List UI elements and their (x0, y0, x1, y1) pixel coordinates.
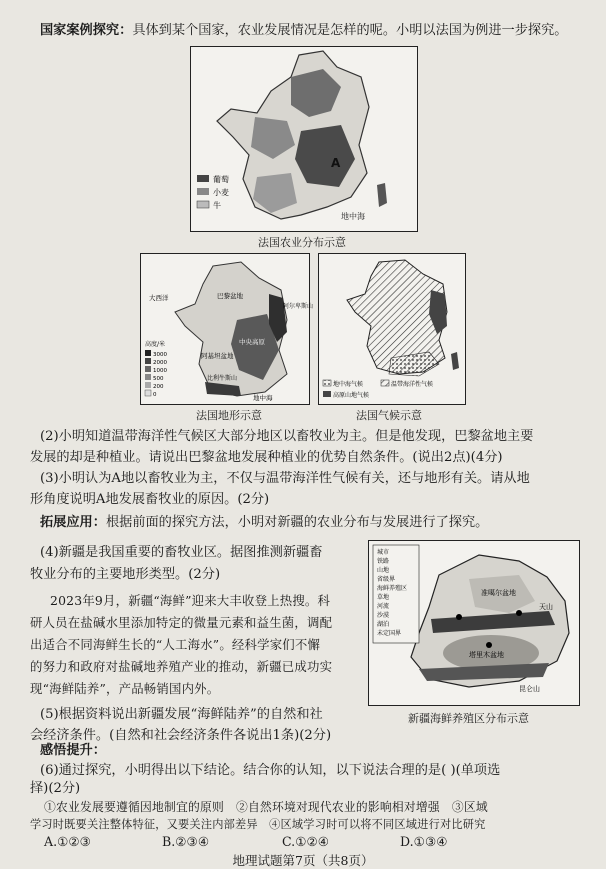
fig1-caption: 法国农业分布示意 (258, 236, 346, 249)
label-junggar: 准噶尔盆地 (481, 589, 516, 597)
legend-2000: 2000 (153, 360, 167, 366)
label-sea: 地中海 (341, 212, 365, 221)
q6-stmt1: ①农业发展要遵循因地制宜的原则 ②自然环境对现代农业的影响相对增强 ③区域 (44, 800, 488, 814)
q5-line1: (5)根据资料说出新疆发展“海鲜陆养”的自然和社 (40, 707, 323, 722)
legend-swatch-oceanic (381, 380, 389, 386)
q4-line1: (4)新疆是我国重要的畜牧业区。据图推测新疆畜 (40, 545, 323, 560)
legend-undefined-border: 未定国界 (377, 630, 402, 637)
material-line1: 2023年9月，新疆“海鲜”迎来大丰收登上热搜。科 (50, 593, 331, 608)
legend-swatch-500 (145, 374, 151, 380)
seafood-area-3 (486, 642, 492, 648)
material-line5: 现“海鲜陆养”，产品畅销国内外。 (30, 681, 220, 696)
fig3-caption: 法国气候示意 (356, 409, 422, 422)
legend-swatch-med (323, 380, 331, 386)
legend-1000: 1000 (153, 368, 167, 374)
legend-swatch-2000 (145, 358, 151, 364)
q3-line1: (3)小明认为A地以畜牧业为主，不仅与温带海洋性气候有关，还与地形有关。请从地 (40, 471, 530, 486)
option-a: A.①②③ (44, 834, 91, 849)
legend-500: 500 (153, 376, 164, 382)
legend-boundary: 省级界 (377, 576, 396, 583)
legend-swatch-cattle (197, 201, 209, 208)
france-agriculture-map (190, 46, 418, 232)
extension-line (40, 514, 582, 532)
legend-lake: 湖泊 (377, 621, 390, 628)
fig4-legend (373, 545, 419, 643)
legend-grassland: 草地 (377, 594, 390, 601)
label-tianshan: 天山 (539, 603, 553, 611)
fig4-caption: 新疆海鲜养殖区分布示意 (408, 712, 529, 725)
label-med-sea: 地中海 (253, 394, 273, 402)
france-terrain-map (140, 253, 314, 405)
legend-grape: 葡萄 (213, 175, 229, 184)
label-paris-basin: 巴黎盆地 (217, 292, 243, 300)
corsica-island (377, 183, 387, 207)
legend-swatch-highland (323, 391, 331, 397)
q2-line2: 发展的却是种植业。请说出巴黎盆地发展种植业的优势自然条件。(说出2点)(4分) (30, 450, 503, 465)
q5-line2: 会经济条件。(自然和社会经济条件各说出1条)(2分) (30, 728, 332, 743)
label-central-plateau: 中央高原 (239, 338, 265, 346)
label-pyrenees: 比利牛斯山 (207, 375, 238, 382)
fig2-caption: 法国地形示意 (196, 409, 262, 422)
legend-wheat: 小麦 (213, 188, 229, 197)
extension-text: 根据前面的探究方法，小明对新疆的农业分布与发展进行了探究。 (105, 515, 489, 530)
france-agriculture-svg (191, 47, 417, 231)
legend-swatch-0 (145, 390, 151, 396)
intro-text: 具体到某个国家，农业发展情况是怎样的呢。小明以法国为例进一步探究。 (132, 23, 568, 38)
legend-railway: 铁路 (377, 558, 390, 565)
q6-line2: 择)(2分) (30, 781, 81, 796)
legend-swatch-wheat (197, 188, 209, 195)
option-c: C.①②④ (282, 834, 330, 849)
option-b: B.②③④ (162, 834, 210, 849)
reflection-heading: 感悟提升： (40, 743, 106, 758)
label-alps: 阿尔卑斯山 (283, 303, 314, 310)
legend-med: 地中海气候 (333, 381, 364, 388)
q4-line2: 牧业分布的主要地形类型。(2分) (30, 567, 221, 582)
label-a: A (331, 156, 341, 170)
legend-3000: 3000 (153, 352, 167, 358)
seafood-area-1 (456, 614, 462, 620)
page-footer: 地理试题第7页（共8页） (232, 853, 374, 868)
intro-heading: 国家案例探究： (40, 23, 133, 38)
legend-cattle: 牛 (213, 201, 221, 210)
q2-line1: (2)小明知道温带海洋性气候区大部分地区以畜牧业为主。但是他发现，巴黎盆地主要 (40, 429, 534, 444)
option-d: D.①③④ (400, 834, 448, 849)
seafood-area-2 (516, 610, 522, 616)
xinjiang-svg (369, 541, 579, 705)
material-line2: 研人员在盐碱水里添加特定的微量元素和益生菌，调配 (30, 615, 333, 630)
legend-title: 高度/米 (145, 341, 166, 348)
material-line3: 出适合不同海鲜生长的“人工海水”。经科学家们不懈 (30, 637, 321, 652)
legend-river: 河流 (377, 603, 390, 610)
xinjiang-seafood-map (368, 540, 580, 706)
label-atlantic: 大西洋 (149, 294, 169, 302)
legend-mountain: 山地 (377, 567, 390, 574)
intro-line (40, 22, 582, 40)
legend-swatch-grape (197, 175, 209, 182)
legend-city: 城市 (377, 549, 390, 556)
label-aquitaine: 阿基坦盆地 (201, 352, 234, 360)
material-line4: 的努力和政府对盐碱地养殖产业的推动，新疆已成功实 (30, 659, 333, 674)
france-climate-svg (319, 254, 465, 404)
legend-swatch-200 (145, 382, 151, 388)
q3-line2: 形角度说明A地发展畜牧业的原因。(2分) (30, 492, 270, 507)
label-kunlun: 昆仑山 (519, 685, 540, 693)
legend-swatch-1000 (145, 366, 151, 372)
corsica (451, 352, 459, 370)
legend-highland: 高原山地气候 (333, 392, 370, 399)
legend-0: 0 (153, 392, 157, 398)
q6-stmt2: 学习时既要关注整体特征，又要关注内部差异 ④区域学习时可以将不同区域进行对比研究 (30, 818, 486, 831)
france-terrain-svg (141, 254, 314, 404)
legend-oceanic: 温带海洋性气候 (391, 381, 434, 388)
label-tarim: 塔里木盆地 (469, 651, 504, 659)
extension-heading: 拓展应用： (40, 515, 106, 530)
legend-desert: 沙漠 (377, 612, 390, 619)
france-climate-map (318, 253, 466, 405)
legend-swatch-3000 (145, 350, 151, 356)
legend-seafood: 海鲜养殖区 (377, 585, 408, 592)
q6-line1: (6)通过探究，小明得出以下结论。结合你的认知，以下说法合理的是( )(单项选 (40, 763, 501, 778)
legend-200: 200 (153, 384, 164, 390)
